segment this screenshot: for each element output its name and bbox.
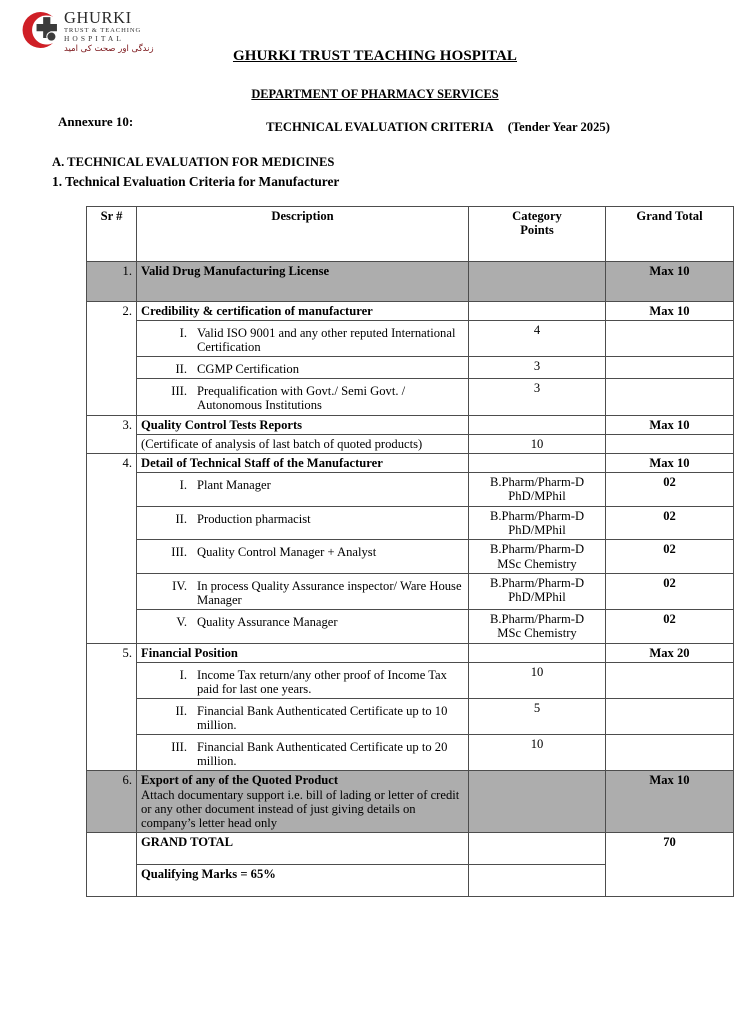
criteria-heading [178, 120, 698, 135]
subrow-grand-total [606, 662, 734, 698]
row-grand-total: Max 10 [606, 453, 734, 472]
subrow-roman: III. [171, 740, 187, 755]
subrow-grand-total [606, 735, 734, 771]
subrow-points-l2: PhD/MPhil [508, 590, 566, 605]
row-description [137, 771, 469, 832]
col-header-category-points-l2: Points [520, 223, 554, 238]
table-subrow [87, 699, 734, 735]
row-points [469, 302, 606, 321]
table-row [87, 302, 734, 321]
subrow-points [469, 540, 606, 574]
subrow-roman: II. [175, 362, 187, 377]
grand-total-value: 70 [606, 832, 734, 896]
subrow-roman: I. [179, 326, 187, 341]
subrow-roman: V. [176, 615, 187, 630]
subrow-roman: II. [175, 511, 187, 526]
subrow-label: Income Tax return/any other proof of Income Tax paid for last one years. [197, 667, 447, 696]
row-description: Valid Drug Manufacturing License [137, 262, 469, 302]
table-header [87, 207, 734, 262]
table-footer-row [87, 832, 734, 864]
subrow-label: Quality Control Manager + Analyst [197, 545, 377, 560]
row-points [469, 771, 606, 832]
table-row [87, 453, 734, 472]
subrow-points-l1: B.Pharm/Pharm-D [489, 575, 585, 590]
row-sr: 1. [87, 262, 137, 302]
row-description-body: Attach documentary support i.e. bill of lading or letter of credit or any other document instead of just giving details on company’s letter head only [141, 787, 460, 830]
subrow-description [137, 662, 469, 698]
criteria-heading-year: (Tender Year 2025) [507, 120, 610, 134]
table-body [87, 262, 734, 897]
table-subrow [87, 573, 734, 609]
subrow-description [137, 506, 469, 540]
subrow-description [137, 472, 469, 506]
subrow-points-l2: MSc Chemistry [497, 626, 577, 641]
grand-total-label: GRAND TOTAL [137, 832, 469, 864]
subrow-grand-total: 02 [606, 472, 734, 506]
row-description: Quality Control Tests Reports [137, 415, 469, 434]
table-subrow [87, 735, 734, 771]
row-description: Credibility & certification of manufacturer [137, 302, 469, 321]
subrow-roman: II. [175, 704, 187, 719]
subrow-description [137, 321, 469, 357]
subrow-points: 3 [469, 379, 606, 415]
table-header-row [87, 207, 734, 262]
subrow-points-l1: B.Pharm/Pharm-D [489, 612, 585, 627]
subrow-grand-total [606, 699, 734, 735]
logo-urdu-tagline: زندگی اور صحت کی امید [64, 43, 154, 54]
table-row [87, 771, 734, 832]
col-header-category-points-l1: Category [512, 209, 562, 223]
subrow-roman: III. [171, 545, 187, 560]
table-subrow [87, 357, 734, 379]
grand-total-points-blank [469, 832, 606, 864]
subrow-points: 3 [469, 357, 606, 379]
table-subrow [87, 379, 734, 415]
subrow-points-l2: MSc Chemistry [497, 556, 577, 571]
subrow-points: 5 [469, 699, 606, 735]
subrow-grand-total: 02 [606, 610, 734, 644]
subrow-label: Plant Manager [197, 477, 271, 492]
footer-sr-blank [87, 832, 137, 896]
subrow-grand-total [606, 357, 734, 379]
subrow-description [137, 357, 469, 379]
table-subrow [87, 610, 734, 644]
row-grand-total: Max 20 [606, 643, 734, 662]
subrow-label: In process Quality Assurance inspector/ Ware House Manager [197, 578, 462, 607]
logo-word-sub2: HOSPITAL [64, 34, 124, 44]
department-subtitle-text: DEPARTMENT OF PHARMACY SERVICES [251, 87, 499, 101]
subrow-points-l2: PhD/MPhil [508, 489, 566, 504]
row-points [469, 453, 606, 472]
subrow-roman: IV. [172, 578, 187, 593]
subrow-grand-total [606, 321, 734, 357]
col-header-description: Description [137, 207, 469, 262]
subrow-grand-total: 02 [606, 506, 734, 540]
subrow-description [137, 699, 469, 735]
row-description: Financial Position [137, 643, 469, 662]
table-row [87, 415, 734, 434]
subrow-points-l1: B.Pharm/Pharm-D [489, 508, 585, 523]
subrow-description [137, 735, 469, 771]
subrow-label: Quality Assurance Manager [197, 615, 338, 630]
subrow-points-l1: B.Pharm/Pharm-D [489, 474, 585, 489]
technical-evaluation-table [86, 206, 734, 897]
table-subrow [87, 472, 734, 506]
row-sr: 2. [87, 302, 137, 416]
table-row [87, 643, 734, 662]
table-subrow [87, 321, 734, 357]
subrow-points: 10 [469, 434, 606, 453]
col-header-grand-total: Grand Total [606, 207, 734, 262]
subrow-label: CGMP Certification [197, 362, 300, 377]
annexure-label: Annexure 10: [58, 114, 134, 129]
subrow-roman: I. [179, 477, 187, 492]
subrow-points [469, 506, 606, 540]
subrow-label: Financial Bank Authenticated Certificate up to 20 million. [197, 740, 448, 769]
row-points [469, 415, 606, 434]
row-description: Detail of Technical Staff of the Manufacturer [137, 453, 469, 472]
row-sr: 3. [87, 415, 137, 453]
col-header-sr: Sr # [87, 207, 137, 262]
table-subrow [87, 540, 734, 574]
technical-evaluation-table-wrap [86, 206, 734, 897]
table-subrow [87, 662, 734, 698]
subrow-label: Valid ISO 9001 and any other reputed International Certification [197, 326, 456, 355]
row-grand-total: Max 10 [606, 415, 734, 434]
row-points [469, 262, 606, 302]
subrow-label: Production pharmacist [197, 511, 311, 526]
row-sr: 5. [87, 643, 137, 771]
subrow-label: Prequalification with Govt./ Semi Govt. / Autonomous Institutions [197, 384, 406, 413]
row-grand-total: Max 10 [606, 771, 734, 832]
hospital-title [0, 48, 750, 65]
subrow-grand-total [606, 434, 734, 453]
row-sr: 4. [87, 453, 137, 643]
col-header-category-points [469, 207, 606, 262]
row-grand-total: Max 10 [606, 262, 734, 302]
section-1-heading: 1. Technical Evaluation Criteria for Manufacturer [52, 174, 340, 189]
logo-word-main: GHURKI [64, 8, 132, 27]
subrow-points: 4 [469, 321, 606, 357]
subrow-note: (Certificate of analysis of last batch of quoted products) [137, 434, 469, 453]
subrow-grand-total: 02 [606, 540, 734, 574]
subrow-roman: III. [171, 384, 187, 399]
row-points [469, 643, 606, 662]
row-sr: 6. [87, 771, 137, 832]
subrow-points: 10 [469, 662, 606, 698]
table-subrow [87, 434, 734, 453]
subrow-label: Financial Bank Authenticated Certificate up to 10 million. [197, 704, 448, 733]
subrow-description [137, 610, 469, 644]
subrow-roman: I. [179, 667, 187, 682]
row-grand-total: Max 10 [606, 302, 734, 321]
subrow-description [137, 573, 469, 609]
subrow-description [137, 379, 469, 415]
subrow-grand-total: 02 [606, 573, 734, 609]
subrow-grand-total [606, 379, 734, 415]
subrow-points [469, 573, 606, 609]
subrow-description [137, 540, 469, 574]
ghurki-crescent-cross-logo-icon [12, 6, 60, 54]
subrow-points-l1: B.Pharm/Pharm-D [489, 542, 585, 557]
table-subrow [87, 506, 734, 540]
logo-wordmark [64, 4, 154, 53]
subrow-points-l2: PhD/MPhil [508, 522, 566, 537]
subrow-points: 10 [469, 735, 606, 771]
department-subtitle [0, 87, 750, 102]
qualifying-marks-label: Qualifying Marks = 65% [137, 864, 469, 896]
subrow-points [469, 472, 606, 506]
qualifying-marks-points-blank [469, 864, 606, 896]
row-description-title: Export of any of the Quoted Product [141, 773, 339, 788]
logo-word-sub1: TRUST & TEACHING [64, 26, 142, 34]
criteria-heading-title: TECHNICAL EVALUATION CRITERIA [266, 120, 494, 134]
section-a-heading: A. TECHNICAL EVALUATION FOR MEDICINES [52, 155, 335, 169]
table-row [87, 262, 734, 302]
hospital-title-text: GHURKI TRUST TEACHING HOSPITAL [232, 48, 518, 64]
subrow-points [469, 610, 606, 644]
